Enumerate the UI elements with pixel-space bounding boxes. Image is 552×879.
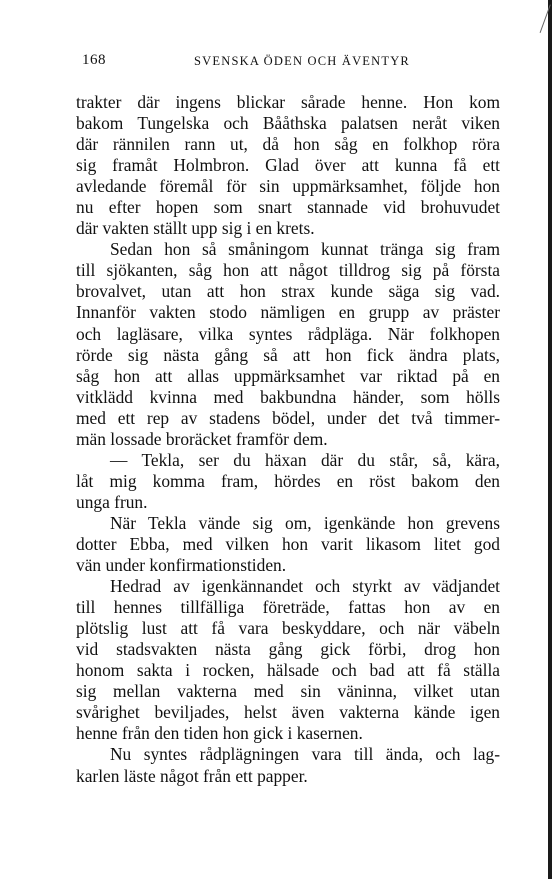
text-line: trakter där ingens blickar sårade henne. Hon kom [76, 92, 500, 112]
text-line: avledande föremål för sin uppmärksamhet, följde hon [76, 176, 500, 197]
text-line: rörde sig nästa gång så att hon fick ändra plats, [76, 344, 500, 365]
text-line: sig framåt Holmbron. Glad över att kunna få ett [76, 155, 500, 176]
running-title: SVENSKA ÖDEN OCH ÄVENTYR [194, 54, 410, 68]
text-line: brovalvet, utan att hon strax kunde säga sig vad. [76, 281, 500, 302]
text-line: och lagläsare, vilka syntes rådpläga. När folkhopen [76, 323, 500, 344]
paragraph-start: Nu syntes rådplägningen vara till ända, och lag- [110, 744, 500, 765]
text-line: svårighet beviljades, helst även vakterna kände igen [76, 702, 500, 723]
page-edge-shadow [548, 0, 552, 879]
text-line: henne från den tiden hon gick i kasernen. [76, 723, 363, 744]
text-line: där vakten ställt upp sig i en krets. [76, 218, 315, 239]
text-line: till sjökanten, såg hon att något tilldrog sig på första [76, 260, 500, 281]
text-line: män lossade broräcket framför dem. [76, 428, 328, 449]
text-line: sig mellan vakterna med sin väninna, vilket utan [76, 681, 500, 702]
text-line: bakom Tungelska och Bååthska palatsen neråt viken [76, 113, 500, 134]
paragraph-start: När Tekla vände sig om, igenkände hon grevens [110, 512, 500, 533]
text-line: honom sakta i rocken, hälsade och bad att få ställa [76, 660, 500, 681]
text-line: nu efter hopen som snart stannade vid brohuvudet [76, 197, 500, 218]
text-line: vän under konfirmationstiden. [76, 555, 287, 576]
body-text [76, 92, 500, 787]
text-line: vid stadsvakten nästa gång gick förbi, drog hon [76, 639, 500, 660]
text-line: såg hon att allas uppmärksamhet var riktad på en [76, 365, 500, 386]
page-header [82, 52, 502, 76]
paragraph-start: — Tekla, ser du häxan där du står, så, kära, [110, 449, 500, 470]
text-line: vitklädd kvinna med bakbundna händer, som hölls [76, 386, 500, 407]
text-line: med ett rep av stadens bödel, under det två timmer- [76, 407, 500, 428]
text-line: unga frun. [76, 491, 148, 512]
text-line: låt mig komma fram, hördes en röst bakom den [76, 470, 500, 491]
text-line: Innanför vakten stodo nämligen en grupp av präster [76, 302, 500, 323]
page-number: 168 [82, 52, 106, 68]
paragraph-start: Hedrad av igenkännandet och styrkt av vädjandet [110, 576, 500, 597]
paragraph-start: Sedan hon så småningom kunnat tränga sig fram [110, 239, 500, 260]
text-line: plötslig lust att få vara beskyddare, och när väbeln [76, 618, 500, 639]
text-line: karlen läste något från ett papper. [76, 765, 308, 786]
text-line: dotter Ebba, med vilken hon varit likasom litet god [76, 533, 500, 554]
text-line: där rännilen rann ut, då hon såg en folkhop röra [76, 134, 500, 155]
text-line: till hennes tillfälliga företräde, fattas hon av en [76, 597, 500, 618]
